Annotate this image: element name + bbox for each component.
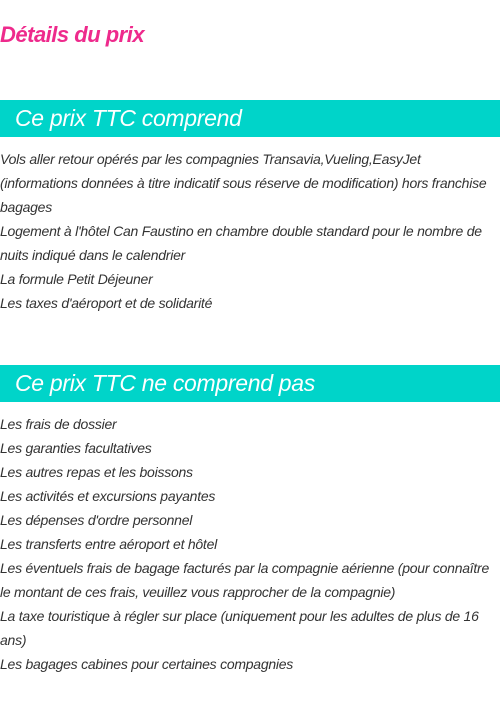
included-list xyxy=(0,147,500,315)
list-item: Les activités et excursions payantes xyxy=(0,488,216,504)
list-item: Les autres repas et les boissons xyxy=(0,464,193,480)
list-item: Les frais de dossier xyxy=(0,416,117,432)
section-header-included: Ce prix TTC comprend xyxy=(0,100,500,137)
list-item: La formule Petit Déjeuner xyxy=(0,271,153,287)
list-item: Les garanties facultatives xyxy=(0,440,152,456)
list-item: Les bagages cabines pour certaines compagnies xyxy=(0,656,294,672)
list-item: Vols aller retour opérés par les compagnies Transavia,Vueling,EasyJet (informations données à titre indicatif sous réserve de modification) hors franchise bagages xyxy=(0,151,487,215)
list-item: Logement à l'hôtel Can Faustino en chambre double standard pour le nombre de nuits indiqué dans le calendrier xyxy=(0,223,482,263)
page-title: Détails du prix xyxy=(0,22,145,47)
list-item: Les dépenses d'ordre personnel xyxy=(0,512,193,528)
excluded-list xyxy=(0,412,500,676)
list-item: Les transferts entre aéroport et hôtel xyxy=(0,536,217,552)
section-header-excluded: Ce prix TTC ne comprend pas xyxy=(0,365,500,402)
list-item: La taxe touristique à régler sur place (uniquement pour les adultes de plus de 16 ans) xyxy=(0,608,479,648)
list-item: Les taxes d'aéroport et de solidarité xyxy=(0,295,213,311)
list-item: Les éventuels frais de bagage facturés par la compagnie aérienne (pour connaître le montant de ces frais, veuillez vous rapprocher de la compagnie) xyxy=(0,560,489,600)
